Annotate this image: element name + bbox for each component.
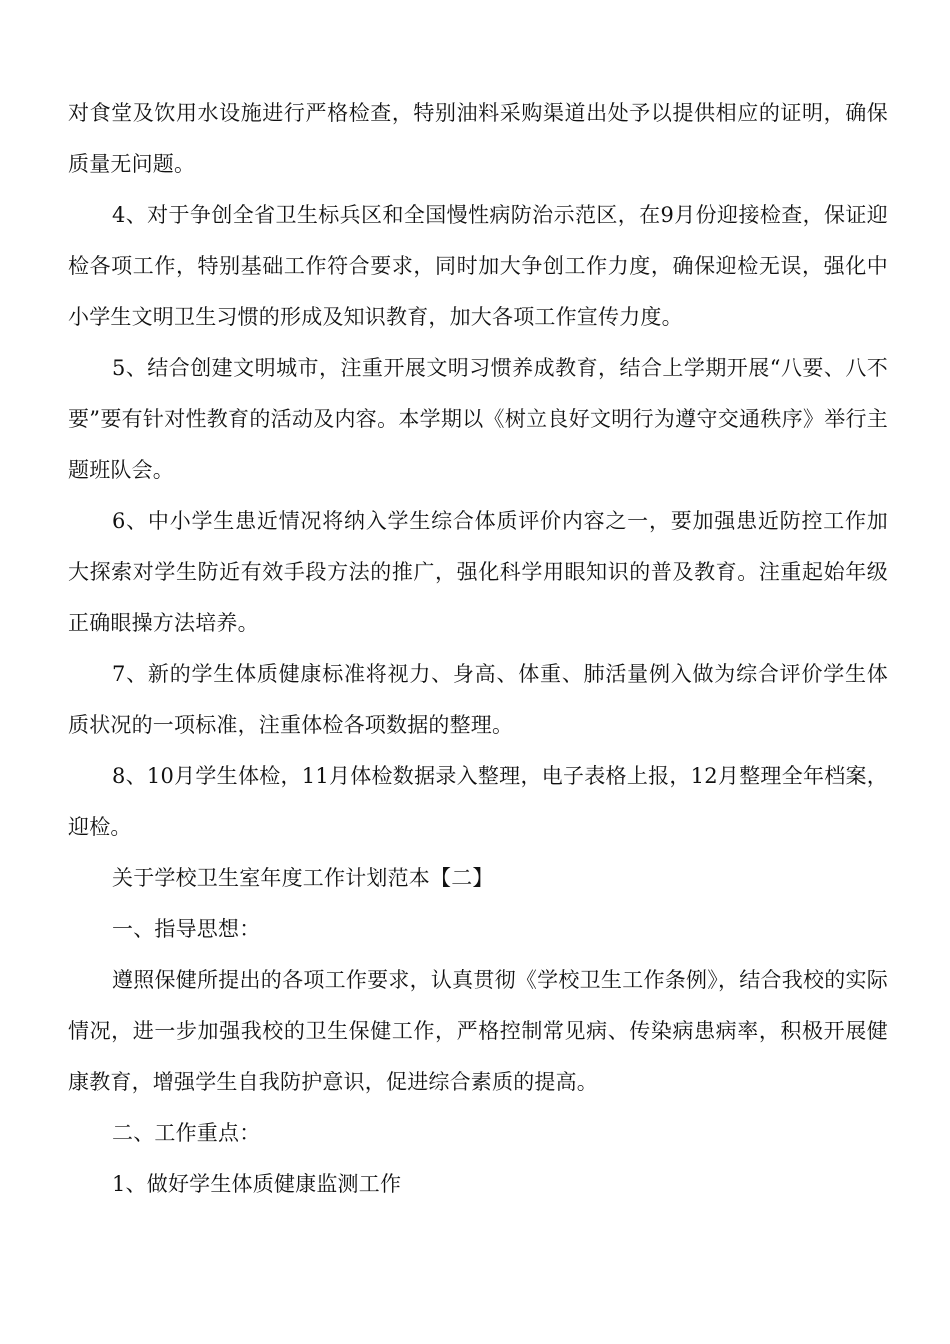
- section-title: 关于学校卫生室年度工作计划范本【二】: [112, 866, 494, 890]
- paragraph-item-4: 4、对于争创全省卫生标兵区和全国慢性病防治示范区，在9月份迎接检查，保证迎检各项工作，特别基础工作符合要求，同时加大争创工作力度，确保迎检无误，强化中小学生文明卫生习惯的形成及知识教育，加大各项工作宣传力度。: [68, 203, 888, 329]
- paragraph-item-7: 7、新的学生体质健康标准将视力、身高、体重、肺活量例入做为综合评价学生体质状况的一项标准，注重体检各项数据的整理。: [68, 662, 888, 737]
- document-body: [68, 88, 888, 1210]
- heading-work-focus: 二、工作重点：: [112, 1121, 261, 1145]
- paragraph-item-6: 6、中小学生患近情况将纳入学生综合体质评价内容之一，要加强患近防控工作加大探索对学生防近有效手段方法的推广，强化科学用眼知识的普及教育。注重起始年级正确眼操方法培养。: [68, 509, 888, 635]
- heading-guiding-ideology: 一、指导思想：: [112, 917, 261, 941]
- paragraph-item-5: 5、结合创建文明城市，注重开展文明习惯养成教育，结合上学期开展“八要、八不要”要有针对性教育的活动及内容。本学期以《树立良好文明行为遵守交通秩序》举行主题班队会。: [68, 356, 888, 482]
- paragraph-continuation: 对食堂及饮用水设施进行严格检查，特别油料采购渠道出处予以提供相应的证明，确保质量无问题。: [68, 101, 888, 176]
- paragraph-guiding-ideology: 遵照保健所提出的各项工作要求，认真贯彻《学校卫生工作条例》，结合我校的实际情况，进一步加强我校的卫生保健工作，严格控制常见病、传染病患病率，积极开展健康教育，增强学生自我防护意识，促进综合素质的提高。: [68, 968, 888, 1094]
- paragraph-work-item-1: 1、做好学生体质健康监测工作: [112, 1172, 402, 1196]
- paragraph-item-8: 8、10月学生体检，11月体检数据录入整理，电子表格上报，12月整理全年档案，迎检。: [68, 764, 888, 839]
